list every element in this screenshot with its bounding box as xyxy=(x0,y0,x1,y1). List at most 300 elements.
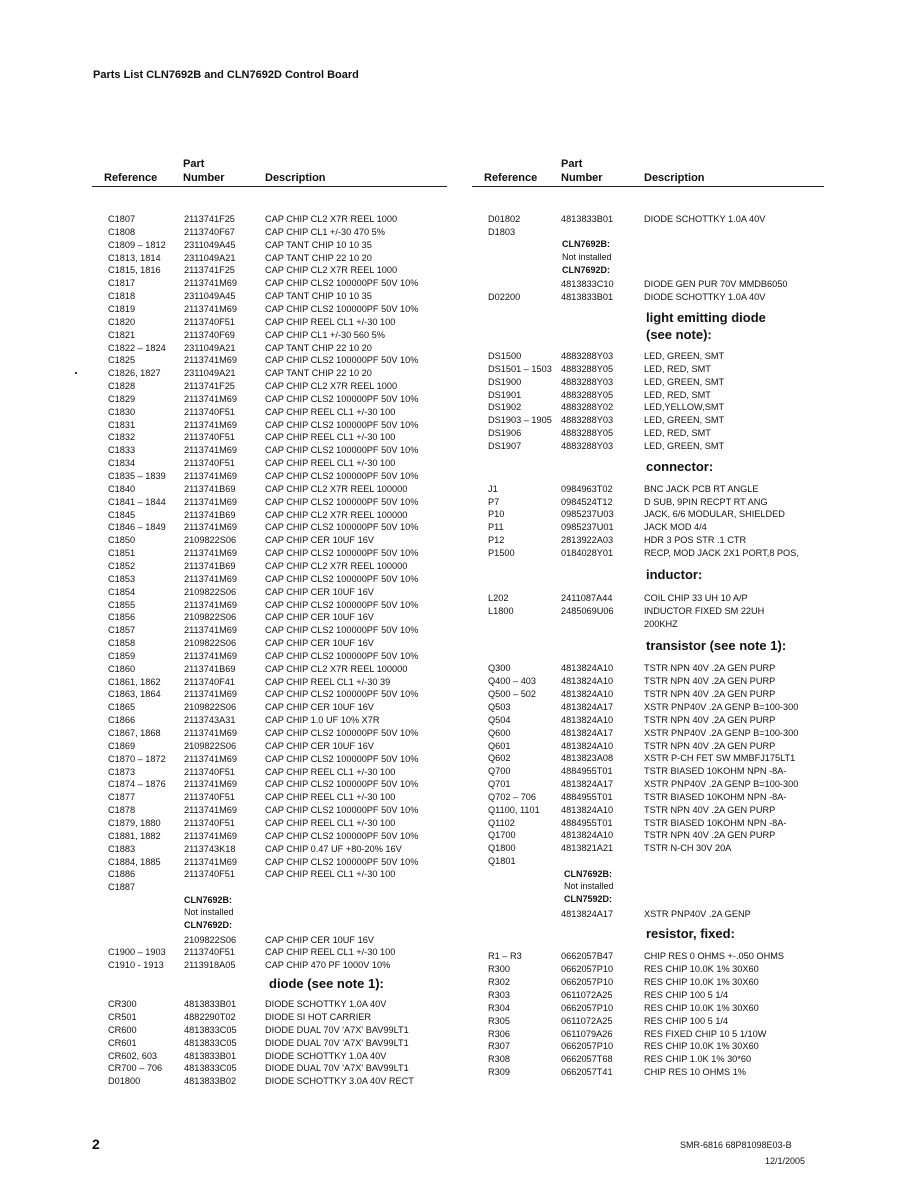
reference-cell: Q500 – 502 xyxy=(488,689,537,700)
description-cell: DIODE GEN PUR 70V MMDB6050 xyxy=(644,279,788,290)
table-row xyxy=(472,547,824,560)
part-number-cell: 2113740F51 xyxy=(184,817,235,828)
reference-cell: D01800 xyxy=(108,1076,141,1087)
table-row xyxy=(472,350,824,363)
part-number-cell: 4884955T01 xyxy=(561,766,613,777)
description-cell: CAP CHIP REEL CL1 +/-30 100 xyxy=(265,316,396,327)
reference-cell: Q700 xyxy=(488,766,511,777)
part-number-cell: 2411087A44 xyxy=(561,592,613,603)
header-reference: Reference xyxy=(104,172,158,184)
part-number-cell: 4813833B02 xyxy=(184,1076,237,1087)
part-number-cell: 4813824A10 xyxy=(561,830,614,841)
reference-cell: C1833 xyxy=(108,445,136,456)
table-row xyxy=(472,963,824,976)
description-cell: TSTR NPN 40V .2A GEN PURP xyxy=(644,676,776,687)
description-cell: TSTR NPN 40V .2A GEN PURP xyxy=(644,830,776,841)
part-number-cell: 4883288Y05 xyxy=(561,428,614,439)
reference-cell: R308 xyxy=(488,1054,510,1065)
reference-cell: CR601 xyxy=(108,1037,137,1048)
description-cell: CAP CHIP CER 10UF 16V xyxy=(265,934,374,945)
table-row xyxy=(92,830,447,843)
table-row xyxy=(92,1011,447,1024)
table-row xyxy=(92,252,447,265)
reference-cell: C1807 xyxy=(108,214,136,224)
description-cell: CAP CHIP REEL CL1 +/-30 100 xyxy=(265,766,396,777)
part-number-cell: 2113741M69 xyxy=(184,573,237,584)
part-number-cell: 2113741M69 xyxy=(184,496,237,507)
reference-cell: Q504 xyxy=(488,714,511,725)
table-row xyxy=(472,714,824,727)
table-row xyxy=(92,959,447,972)
table-row xyxy=(472,817,824,830)
part-number-cell: 4882290T02 xyxy=(184,1012,236,1022)
table-row xyxy=(472,1053,824,1066)
reference-cell: Q1100, 1101 xyxy=(488,804,540,815)
description-cell: TSTR N-CH 30V 20A xyxy=(644,843,732,854)
table-row xyxy=(92,1050,447,1063)
reference-cell: C1869 xyxy=(108,740,136,751)
description-cell: LED, GREEN, SMT xyxy=(644,350,725,361)
description-cell: CAP CHIP CLS2 100000PF 50V 10% xyxy=(265,355,419,366)
description-cell: DIODE SCHOTTKY 1.0A 40V xyxy=(644,214,766,224)
table-row xyxy=(92,342,447,355)
table-row xyxy=(92,431,447,444)
part-number-cell: 4813833C05 xyxy=(184,1063,237,1074)
table-row xyxy=(92,277,447,290)
table-row xyxy=(92,676,447,689)
table-row xyxy=(92,599,447,612)
table-row xyxy=(472,765,824,778)
reference-cell: C1825 xyxy=(108,355,136,366)
description-cell: INDUCTOR FIXED SM 22UH xyxy=(644,605,765,616)
part-number-cell: 0611079A26 xyxy=(561,1028,613,1039)
reference-cell: P12 xyxy=(488,535,505,546)
section-heading: resistor, fixed: xyxy=(646,926,735,942)
right-parts-column xyxy=(472,156,824,1078)
description-cell: XSTR PNP40V .2A GENP xyxy=(644,908,751,919)
table-row xyxy=(92,547,447,560)
table-row xyxy=(92,778,447,791)
description-cell: DIODE DUAL 70V 'A7X' BAV99LT1 xyxy=(265,1063,409,1074)
part-number-cell: 2113741M69 xyxy=(184,805,237,816)
description-cell: TSTR NPN 40V .2A GEN PURP xyxy=(644,663,776,674)
part-number-cell: 0611072A25 xyxy=(561,989,613,1000)
description-cell: CAP CHIP REEL CL1 +/-30 100 xyxy=(265,869,396,880)
table-row xyxy=(472,950,824,963)
table-row xyxy=(92,239,447,252)
reference-cell: L202 xyxy=(488,592,509,603)
header-part-number: Part Number xyxy=(183,158,225,184)
section-heading: connector: xyxy=(646,458,714,474)
description-cell: CAP CHIP CLS2 100000PF 50V 10% xyxy=(265,856,419,867)
table-row xyxy=(472,496,824,509)
description-cell: RES CHIP 10.0K 1% 30X60 xyxy=(644,964,759,975)
description-cell: RES CHIP 10.0K 1% 30X60 xyxy=(644,977,759,988)
description-cell: CAP TANT CHIP 10 10 35 xyxy=(265,291,372,302)
reference-cell: DS1901 xyxy=(488,389,522,400)
description-cell: TSTR NPN 40V .2A GEN PURP xyxy=(644,804,776,815)
part-number-cell: 4883288Y03 xyxy=(561,350,614,361)
table-row xyxy=(92,393,447,406)
description-cell: CAP CHIP CLS2 100000PF 50V 10% xyxy=(265,625,419,636)
reference-cell: C1861, 1862 xyxy=(108,676,161,687)
document-date: 12/1/2005 xyxy=(765,1156,806,1166)
reference-cell: C1834 xyxy=(108,458,136,469)
table-row xyxy=(92,521,447,534)
part-number-cell: 2113741M69 xyxy=(184,753,237,764)
reference-cell: C1865 xyxy=(108,702,136,713)
description-cell: JACK, 6/6 MODULAR, SHIELDED xyxy=(644,509,785,520)
reference-cell: C1910 - 1913 xyxy=(108,960,164,971)
part-number-cell: 2113741M69 xyxy=(184,303,237,314)
table-row xyxy=(92,650,447,663)
reference-cell: CR602, 603 xyxy=(108,1050,158,1061)
part-number-cell: 4813824A17 xyxy=(561,727,614,738)
reference-cell: C1884, 1885 xyxy=(108,856,161,867)
table-row xyxy=(472,1028,824,1041)
part-number-cell: 2113740F51 xyxy=(184,458,235,469)
description-cell: TSTR NPN 40V .2A GEN PURP xyxy=(644,689,776,700)
part-number-cell: 4813824A10 xyxy=(561,663,614,674)
table-row xyxy=(92,881,447,894)
reference-cell: C1900 – 1903 xyxy=(108,947,166,958)
table-row xyxy=(92,946,447,959)
column-header xyxy=(92,156,447,187)
description-cell: D SUB, 9PIN RECPT RT ANG xyxy=(644,496,768,507)
description-cell: LED, RED, SMT xyxy=(644,389,711,400)
description-cell: CAP CHIP CLS2 100000PF 50V 10% xyxy=(265,650,419,661)
reference-cell: R304 xyxy=(488,1002,510,1013)
table-row xyxy=(92,483,447,496)
part-number-cell: 4813824A17 xyxy=(561,701,614,712)
part-number-cell: 2311049A21 xyxy=(184,252,236,263)
table-row xyxy=(92,714,447,727)
description-cell: CAP CHIP CER 10UF 16V xyxy=(265,740,374,751)
part-number-cell: 0984524T12 xyxy=(561,496,613,507)
description-cell: CAP CHIP CL1 +/-30 470 5% xyxy=(265,226,385,237)
document-id: SMR-6816 68P81098E03-B xyxy=(680,1140,792,1150)
table-row xyxy=(472,1040,824,1053)
table-row xyxy=(92,998,447,1011)
reference-cell: R302 xyxy=(488,977,510,988)
description-cell: CAP CHIP CER 10UF 16V xyxy=(265,638,374,649)
table-row xyxy=(472,618,824,631)
part-number-cell: 2113740F51 xyxy=(184,316,235,327)
table-row xyxy=(92,470,447,483)
description-cell: CAP CHIP CER 10UF 16V xyxy=(265,586,374,597)
description-cell: XSTR PNP40V .2A GENP B=100-300 xyxy=(644,779,799,790)
description-cell: CAP CHIP REEL CL1 +/-30 39 xyxy=(265,676,391,687)
part-number-cell: 4813833C05 xyxy=(184,1024,237,1035)
reference-cell: C1846 – 1849 xyxy=(108,522,166,533)
table-row xyxy=(472,701,824,714)
table-row xyxy=(472,521,824,534)
reference-cell: C1817 xyxy=(108,278,136,289)
part-number-cell: 0662057P10 xyxy=(561,977,614,988)
page-title: Parts List CLN7692B and CLN7692D Control Board xyxy=(93,69,359,81)
reference-cell: C1830 xyxy=(108,406,136,417)
table-row xyxy=(92,843,447,856)
description-cell: TSTR NPN 40V .2A GEN PURP xyxy=(644,714,776,725)
table-row xyxy=(92,740,447,753)
table-row xyxy=(472,989,824,1002)
description-cell: CAP CHIP CL2 X7R REEL 1000 xyxy=(265,214,398,224)
reference-cell: C1829 xyxy=(108,393,136,404)
reference-cell: C1858 xyxy=(108,638,136,649)
table-row xyxy=(92,354,447,367)
part-number-cell: 0984963T02 xyxy=(561,483,613,494)
reference-cell: P7 xyxy=(488,496,500,507)
reference-cell: C1813, 1814 xyxy=(108,252,161,263)
reference-cell: R305 xyxy=(488,1015,510,1026)
reference-cell: C1808 xyxy=(108,226,136,237)
part-number-cell: 4813833B01 xyxy=(561,214,614,224)
table-row xyxy=(92,701,447,714)
reference-cell: C1867, 1868 xyxy=(108,728,161,738)
description-cell: CAP CHIP CLS2 100000PF 50V 10% xyxy=(265,779,419,790)
description-cell: CAP CHIP CL2 X7R REEL 100000 xyxy=(265,560,408,571)
part-number-cell: 0662057T68 xyxy=(561,1054,613,1065)
part-number-cell: 4883288Y03 xyxy=(561,415,614,426)
reference-cell: R306 xyxy=(488,1028,510,1039)
description-cell: RES CHIP 10.0K 1% 30X60 xyxy=(644,1002,759,1013)
reference-cell: C1856 xyxy=(108,612,136,623)
page-number: 2 xyxy=(92,1136,100,1152)
part-number-cell: 2113740F51 xyxy=(184,432,235,443)
description-cell: BNC JACK PCB RT ANGLE xyxy=(644,483,759,494)
table-row xyxy=(92,586,447,599)
part-number-cell: 4883288Y02 xyxy=(561,402,614,413)
install-note: CLN7692B: xyxy=(184,894,233,905)
stray-mark xyxy=(75,372,77,374)
part-number-cell: 4883288Y05 xyxy=(561,389,614,400)
part-number-cell: 4813824A10 xyxy=(561,689,614,700)
table-row xyxy=(92,406,447,419)
table-row xyxy=(92,509,447,522)
description-cell: CAP TANT CHIP 22 10 20 xyxy=(265,252,372,263)
table-row xyxy=(472,389,824,402)
description-cell: CAP CHIP 470 PF 1000V 10% xyxy=(265,960,391,971)
reference-cell: J1 xyxy=(488,483,498,494)
section-heading: inductor: xyxy=(646,566,703,582)
description-cell: RECP, MOD JACK 2X1 PORT,8 POS, xyxy=(644,548,799,558)
table-row xyxy=(92,316,447,329)
table-row xyxy=(472,414,824,427)
reference-cell: C1841 – 1844 xyxy=(108,496,166,507)
table-row xyxy=(472,1066,824,1079)
table-row xyxy=(92,496,447,509)
table-row xyxy=(472,829,824,842)
description-cell: LED, RED, SMT xyxy=(644,428,711,439)
description-cell: CAP CHIP REEL CL1 +/-30 100 xyxy=(265,817,396,828)
table-row xyxy=(472,1015,824,1028)
part-number-cell: 0662057P10 xyxy=(561,1002,614,1013)
description-cell: RES CHIP 10.0K 1% 30X60 xyxy=(644,1041,759,1052)
reference-cell: C1822 – 1824 xyxy=(108,342,166,353)
header-description: Description xyxy=(265,172,326,184)
part-number-cell: 2113743A31 xyxy=(184,715,236,726)
table-row xyxy=(92,804,447,817)
table-row xyxy=(92,329,447,342)
description-cell: DIODE SCHOTTKY 3.0A 40V RECT xyxy=(265,1076,414,1087)
table-row xyxy=(92,1075,447,1088)
part-number-cell: 2311049A21 xyxy=(184,368,236,379)
reference-cell: C1852 xyxy=(108,560,136,571)
reference-cell: C1881, 1882 xyxy=(108,830,161,841)
reference-cell: DS1903 – 1905 xyxy=(488,415,552,426)
part-number-cell: 2109822S06 xyxy=(184,586,237,597)
part-number-cell: 4813824A17 xyxy=(561,908,614,919)
reference-cell: C1809 – 1812 xyxy=(108,239,166,250)
description-cell: CAP CHIP CLS2 100000PF 50V 10% xyxy=(265,445,419,456)
reference-cell: CR300 xyxy=(108,999,137,1010)
section-heading: light emitting diode xyxy=(646,309,766,325)
description-cell: HDR 3 POS STR .1 CTR xyxy=(644,535,747,546)
table-row xyxy=(92,637,447,650)
install-note: CLN7692D: xyxy=(184,920,233,931)
reference-cell: C1874 – 1876 xyxy=(108,779,166,790)
reference-cell: Q503 xyxy=(488,701,511,712)
part-number-cell: 2109822S06 xyxy=(184,638,237,649)
part-number-cell: 4813833C10 xyxy=(561,279,614,290)
description-cell: LED, RED, SMT xyxy=(644,363,711,374)
reference-cell: R1 – R3 xyxy=(488,951,522,962)
table-row xyxy=(92,753,447,766)
header-reference: Reference xyxy=(484,172,538,184)
description-cell: XSTR PNP40V .2A GENP B=100-300 xyxy=(644,701,799,712)
description-cell: CAP TANT CHIP 10 10 35 xyxy=(265,239,372,250)
table-row xyxy=(92,213,447,226)
reference-cell: Q400 – 403 xyxy=(488,676,537,687)
reference-cell: Q1801 xyxy=(488,856,516,867)
part-number-cell: 4813824A10 xyxy=(561,714,614,725)
reference-cell: R309 xyxy=(488,1067,510,1078)
description-cell: XSTR PNP40V .2A GENP B=100-300 xyxy=(644,727,799,738)
description-cell: DIODE SI HOT CARRIER xyxy=(265,1012,372,1022)
table-row xyxy=(92,226,447,239)
description-cell: CAP CHIP CL2 X7R REEL 100000 xyxy=(265,663,408,674)
table-row xyxy=(472,226,824,239)
description-cell: LED,YELLOW,SMT xyxy=(644,402,725,413)
part-number-cell: 4884955T01 xyxy=(561,817,613,828)
reference-cell: C1819 xyxy=(108,303,136,314)
description-cell: RES FIXED CHIP 10 5 1/10W xyxy=(644,1028,767,1039)
part-number-cell: 4813833B01 xyxy=(561,292,614,303)
description-cell: CAP CHIP CLS2 100000PF 50V 10% xyxy=(265,573,419,584)
table-row xyxy=(92,934,447,947)
reference-cell: C1818 xyxy=(108,291,136,302)
install-note: CLN7692D: xyxy=(562,264,611,275)
part-number-cell: 2113741B69 xyxy=(184,483,236,494)
part-number-cell: 2311049A45 xyxy=(184,291,236,302)
table-row xyxy=(92,303,447,316)
description-cell: DIODE DUAL 70V 'A7X' BAV99LT1 xyxy=(265,1024,409,1035)
description-cell: CAP CHIP CLS2 100000PF 50V 10% xyxy=(265,303,419,314)
description-cell: CAP CHIP CLS2 100000PF 50V 10% xyxy=(265,689,419,700)
description-cell: CAP TANT CHIP 22 10 20 xyxy=(265,342,372,353)
reference-cell: C1860 xyxy=(108,663,136,674)
table-row xyxy=(472,804,824,817)
table-row xyxy=(472,688,824,701)
reference-cell: C1855 xyxy=(108,599,136,610)
description-cell: CAP TANT CHIP 22 10 20 xyxy=(265,368,372,379)
description-cell: CAP CHIP CLS2 100000PF 50V 10% xyxy=(265,728,419,738)
part-number-cell: 0985237U03 xyxy=(561,509,614,520)
table-row xyxy=(472,363,824,376)
description-cell: CAP CHIP CLS2 100000PF 50V 10% xyxy=(265,522,419,533)
description-cell: CAP CHIP 0.47 UF +80-20% 16V xyxy=(265,843,402,854)
part-number-cell: 0662057P10 xyxy=(561,964,614,975)
part-number-cell: 2113741M69 xyxy=(184,419,237,430)
reference-cell: Q701 xyxy=(488,779,511,790)
description-cell: CAP CHIP CLS2 100000PF 50V 10% xyxy=(265,496,419,507)
part-number-cell: 2113741M69 xyxy=(184,278,237,289)
part-number-cell: 2485069U06 xyxy=(561,605,614,616)
table-row xyxy=(472,908,824,921)
table-row xyxy=(472,675,824,688)
part-number-cell: 4813824A17 xyxy=(561,779,614,790)
part-number-cell: 2113740F69 xyxy=(184,329,235,340)
reference-cell: D02200 xyxy=(488,292,521,303)
reference-cell: P10 xyxy=(488,509,505,520)
part-number-cell: 0985237U01 xyxy=(561,522,614,533)
part-number-cell: 4813824A10 xyxy=(561,676,614,687)
table-row xyxy=(472,842,824,855)
reference-cell: C1828 xyxy=(108,381,136,392)
description-cell: COIL CHIP 33 UH 10 A/P xyxy=(644,592,748,603)
table-row xyxy=(472,440,824,453)
reference-cell: DS1906 xyxy=(488,428,522,439)
part-number-cell: 2113741M69 xyxy=(184,625,237,636)
part-number-cell: 2113741M69 xyxy=(184,355,237,366)
table-row xyxy=(92,766,447,779)
reference-cell: Q1700 xyxy=(488,830,516,841)
table-row xyxy=(92,419,447,432)
part-number-cell: 4813824A10 xyxy=(561,804,614,815)
description-cell: RES CHIP 100 5 1/4 xyxy=(644,1015,729,1026)
description-cell: CAP CHIP CLS2 100000PF 50V 10% xyxy=(265,830,419,841)
description-cell: CAP CHIP CL2 X7R REEL 1000 xyxy=(265,265,398,276)
part-number-cell: 2113918A05 xyxy=(184,960,236,971)
reference-cell: DS1500 xyxy=(488,350,522,361)
reference-cell: C1857 xyxy=(108,625,136,636)
reference-cell: C1821 xyxy=(108,329,136,340)
reference-cell: Q1800 xyxy=(488,843,516,854)
section-heading: transistor (see note 1): xyxy=(646,638,787,654)
table-row xyxy=(472,278,824,291)
table-row xyxy=(472,291,824,304)
part-number-cell: 2113741F25 xyxy=(184,381,235,392)
part-number-cell: 4813833C05 xyxy=(184,1037,237,1048)
header-part-number: Part Number xyxy=(561,158,603,184)
table-row xyxy=(472,791,824,804)
description-cell: CHIP RES 10 OHMS 1% xyxy=(644,1067,746,1078)
part-number-cell: 4813823A08 xyxy=(561,753,614,764)
reference-cell: C1854 xyxy=(108,586,136,597)
description-cell: CAP CHIP CER 10UF 16V xyxy=(265,612,374,623)
table-row xyxy=(92,1062,447,1075)
part-number-cell: 2113741M69 xyxy=(184,856,237,867)
reference-cell: C1845 xyxy=(108,509,136,520)
part-number-cell: 2311049A21 xyxy=(184,342,236,353)
part-number-cell: 2113743K18 xyxy=(184,843,236,854)
reference-cell: Q600 xyxy=(488,727,511,738)
table-row xyxy=(92,1024,447,1037)
description-cell: CAP CHIP CL2 X7R REEL 100000 xyxy=(265,509,408,520)
reference-cell: CR600 xyxy=(108,1024,137,1035)
description-cell: CAP CHIP CER 10UF 16V xyxy=(265,702,374,713)
reference-cell: C1879, 1880 xyxy=(108,817,161,828)
